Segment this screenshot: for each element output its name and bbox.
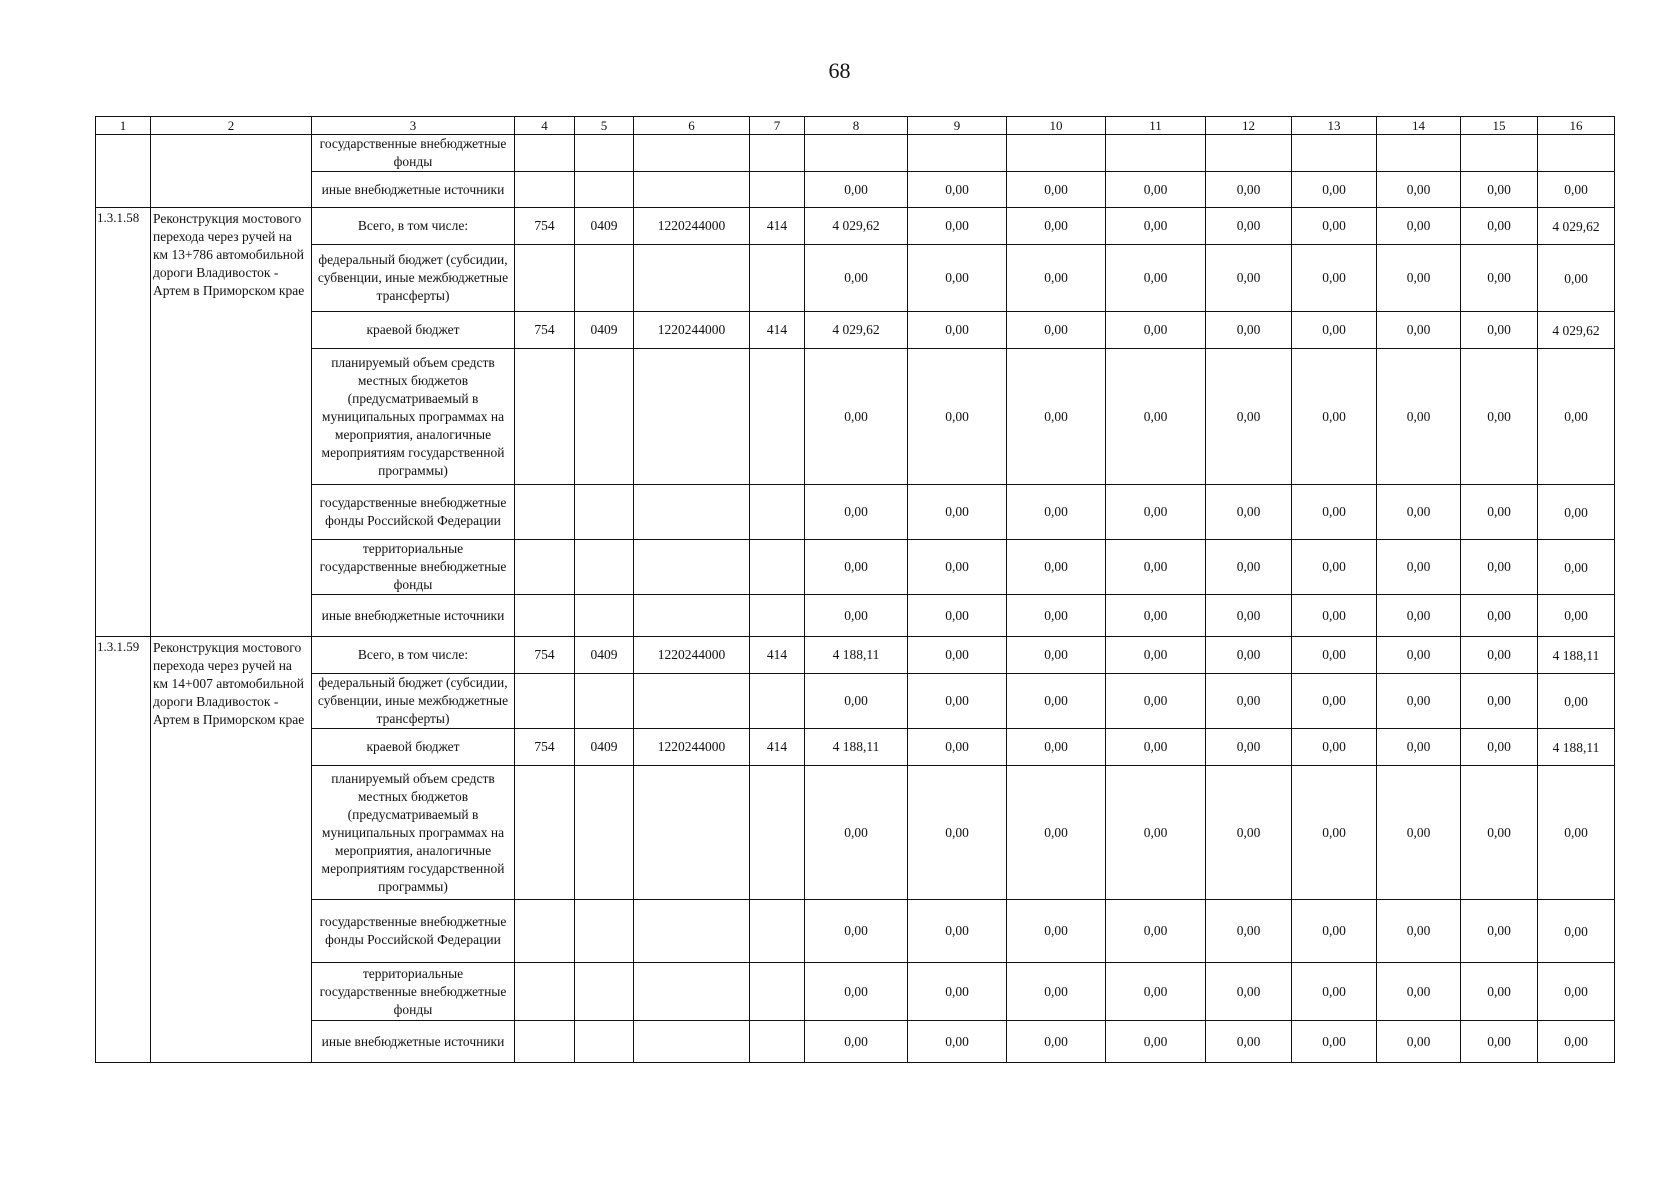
- funding-source-cell: федеральный бюджет (субсидии, субвенции, иные межбюджетные трансферты): [312, 674, 515, 729]
- item-code-cell: 1.3.1.58: [96, 208, 151, 637]
- table-row: [96, 729, 1615, 766]
- grbs-code-cell: 754: [515, 729, 575, 766]
- amount-cell: 0,00: [1206, 540, 1292, 595]
- amount-cell: 0,00: [908, 1021, 1007, 1063]
- amount-cell: 0,00: [1206, 729, 1292, 766]
- section-code-cell: [575, 135, 634, 172]
- budget-table: [95, 116, 1615, 1063]
- amount-cell: 0,00: [1461, 312, 1538, 349]
- amount-cell: 0,00: [1292, 172, 1377, 208]
- funding-source-cell: планируемый объем средств местных бюджетов (предусматриваемый в муниципальных программах на мероприятия, аналогичные мероприятиям государственной программы): [312, 349, 515, 485]
- amount-cell: 0,00: [805, 674, 908, 729]
- target-item-cell: [634, 963, 750, 1021]
- amount-cell: 0,00: [805, 349, 908, 485]
- section-code-cell: [575, 900, 634, 963]
- expense-type-cell: [750, 245, 805, 312]
- table-row: [96, 674, 1615, 729]
- amount-cell: 0,00: [1206, 485, 1292, 540]
- amount-cell: 0,00: [1206, 312, 1292, 349]
- amount-cell: [1106, 135, 1206, 172]
- amount-cell: 0,00: [1007, 540, 1106, 595]
- target-item-cell: 1220244000: [634, 637, 750, 674]
- page-number: 68: [828, 58, 851, 83]
- amount-cell: 0,00: [1106, 595, 1206, 637]
- funding-source-cell: иные внебюджетные источники: [312, 172, 515, 208]
- amount-cell: 0,00: [1106, 637, 1206, 674]
- amount-cell: [805, 135, 908, 172]
- column-number-header: 1: [96, 117, 151, 135]
- column-number-header: 4: [515, 117, 575, 135]
- amount-cell: 0,00: [1538, 900, 1615, 963]
- section-code-cell: 0409: [575, 312, 634, 349]
- amount-cell: 0,00: [1377, 312, 1461, 349]
- amount-cell: [1292, 135, 1377, 172]
- amount-cell: 0,00: [908, 349, 1007, 485]
- table-row: [96, 312, 1615, 349]
- column-number-header: 15: [1461, 117, 1538, 135]
- column-number-header: 9: [908, 117, 1007, 135]
- funding-source-cell: государственные внебюджетные фонды: [312, 135, 515, 172]
- amount-cell: 0,00: [908, 766, 1007, 900]
- amount-cell: 0,00: [1538, 349, 1615, 485]
- section-code-cell: [575, 245, 634, 312]
- target-item-cell: [634, 1021, 750, 1063]
- table-row: [96, 485, 1615, 540]
- amount-cell: 0,00: [1377, 900, 1461, 963]
- funding-source-cell: краевой бюджет: [312, 729, 515, 766]
- column-number-header: 8: [805, 117, 908, 135]
- grbs-code-cell: [515, 245, 575, 312]
- section-code-cell: [575, 674, 634, 729]
- amount-cell: 0,00: [1292, 766, 1377, 900]
- amount-cell: 0,00: [1292, 349, 1377, 485]
- amount-cell: 0,00: [1538, 674, 1615, 729]
- amount-cell: 0,00: [1538, 963, 1615, 1021]
- amount-cell: 0,00: [1292, 963, 1377, 1021]
- amount-cell: 0,00: [1292, 637, 1377, 674]
- amount-cell: 0,00: [805, 245, 908, 312]
- expense-type-cell: [750, 963, 805, 1021]
- amount-cell: 0,00: [1461, 674, 1538, 729]
- column-number-header: 13: [1292, 117, 1377, 135]
- grbs-code-cell: [515, 1021, 575, 1063]
- table-row: [96, 349, 1615, 485]
- amount-cell: 0,00: [805, 1021, 908, 1063]
- table-row: [96, 1021, 1615, 1063]
- funding-source-cell: планируемый объем средств местных бюджетов (предусматриваемый в муниципальных программах на мероприятия, аналогичные мероприятиям государственной программы): [312, 766, 515, 900]
- section-code-cell: [575, 766, 634, 900]
- amount-cell: 0,00: [1292, 729, 1377, 766]
- target-item-cell: [634, 349, 750, 485]
- amount-cell: 0,00: [1007, 729, 1106, 766]
- grbs-code-cell: [515, 900, 575, 963]
- section-code-cell: [575, 485, 634, 540]
- grbs-code-cell: 754: [515, 312, 575, 349]
- expense-type-cell: 414: [750, 637, 805, 674]
- amount-cell: 0,00: [1206, 674, 1292, 729]
- amount-cell: 0,00: [1292, 245, 1377, 312]
- amount-cell: 0,00: [1292, 1021, 1377, 1063]
- amount-cell: 0,00: [1538, 1021, 1615, 1063]
- expense-type-cell: 414: [750, 729, 805, 766]
- amount-cell: 0,00: [1461, 208, 1538, 245]
- amount-cell: 0,00: [1206, 900, 1292, 963]
- amount-cell: 0,00: [1377, 208, 1461, 245]
- amount-cell: 0,00: [805, 766, 908, 900]
- amount-cell: 0,00: [1206, 595, 1292, 637]
- amount-cell: 0,00: [1377, 349, 1461, 485]
- amount-cell: 0,00: [805, 485, 908, 540]
- funding-source-cell: территориальные государственные внебюджетные фонды: [312, 963, 515, 1021]
- amount-cell: [1007, 135, 1106, 172]
- funding-source-cell: иные внебюджетные источники: [312, 1021, 515, 1063]
- expense-type-cell: [750, 595, 805, 637]
- column-number-header: 2: [151, 117, 312, 135]
- amount-cell: 0,00: [1106, 540, 1206, 595]
- expense-type-cell: [750, 674, 805, 729]
- amount-cell: 0,00: [908, 900, 1007, 963]
- amount-cell: 0,00: [1461, 540, 1538, 595]
- table-row: [96, 172, 1615, 208]
- amount-cell: 0,00: [908, 312, 1007, 349]
- table-row: [96, 540, 1615, 595]
- amount-cell: 0,00: [1206, 1021, 1292, 1063]
- amount-cell: 4 188,11: [1538, 637, 1615, 674]
- table-header-row: [96, 117, 1615, 135]
- amount-cell: 0,00: [908, 208, 1007, 245]
- column-number-header: 7: [750, 117, 805, 135]
- expense-type-cell: [750, 766, 805, 900]
- amount-cell: 4 188,11: [805, 729, 908, 766]
- amount-cell: 0,00: [1007, 595, 1106, 637]
- target-item-cell: 1220244000: [634, 312, 750, 349]
- amount-cell: [1206, 135, 1292, 172]
- section-code-cell: 0409: [575, 208, 634, 245]
- amount-cell: 0,00: [908, 637, 1007, 674]
- amount-cell: 0,00: [1106, 208, 1206, 245]
- section-code-cell: [575, 172, 634, 208]
- amount-cell: 0,00: [1007, 674, 1106, 729]
- amount-cell: 0,00: [1007, 900, 1106, 963]
- amount-cell: 0,00: [805, 540, 908, 595]
- amount-cell: 0,00: [1538, 245, 1615, 312]
- amount-cell: 0,00: [1461, 349, 1538, 485]
- grbs-code-cell: [515, 674, 575, 729]
- amount-cell: 0,00: [1377, 172, 1461, 208]
- amount-cell: 0,00: [1461, 172, 1538, 208]
- amount-cell: 0,00: [805, 595, 908, 637]
- amount-cell: 0,00: [1007, 245, 1106, 312]
- expense-type-cell: [750, 135, 805, 172]
- amount-cell: 4 029,62: [1538, 208, 1615, 245]
- amount-cell: 0,00: [1377, 540, 1461, 595]
- amount-cell: 0,00: [1461, 485, 1538, 540]
- amount-cell: 0,00: [1007, 766, 1106, 900]
- expense-type-cell: [750, 900, 805, 963]
- amount-cell: 0,00: [1538, 172, 1615, 208]
- amount-cell: 0,00: [1377, 485, 1461, 540]
- column-number-header: 5: [575, 117, 634, 135]
- amount-cell: 0,00: [1292, 485, 1377, 540]
- expense-type-cell: [750, 485, 805, 540]
- section-code-cell: [575, 963, 634, 1021]
- target-item-cell: [634, 540, 750, 595]
- amount-cell: 4 029,62: [805, 208, 908, 245]
- amount-cell: 0,00: [1206, 172, 1292, 208]
- column-number-header: 10: [1007, 117, 1106, 135]
- amount-cell: 0,00: [1007, 172, 1106, 208]
- amount-cell: 0,00: [1007, 312, 1106, 349]
- expense-type-cell: [750, 540, 805, 595]
- amount-cell: 0,00: [805, 963, 908, 1021]
- amount-cell: 0,00: [1377, 637, 1461, 674]
- expense-type-cell: [750, 1021, 805, 1063]
- amount-cell: 0,00: [1461, 595, 1538, 637]
- amount-cell: 0,00: [1292, 312, 1377, 349]
- amount-cell: 0,00: [1206, 349, 1292, 485]
- target-item-cell: [634, 900, 750, 963]
- amount-cell: 0,00: [1538, 595, 1615, 637]
- amount-cell: 0,00: [1206, 245, 1292, 312]
- amount-cell: 0,00: [1461, 729, 1538, 766]
- amount-cell: 4 188,11: [1538, 729, 1615, 766]
- target-item-cell: [634, 766, 750, 900]
- amount-cell: 0,00: [1007, 208, 1106, 245]
- table-row: [96, 766, 1615, 900]
- table-row: [96, 595, 1615, 637]
- section-code-cell: [575, 1021, 634, 1063]
- table-row: [96, 135, 1615, 172]
- amount-cell: 0,00: [805, 900, 908, 963]
- amount-cell: 0,00: [1007, 485, 1106, 540]
- amount-cell: 0,00: [908, 485, 1007, 540]
- target-item-cell: [634, 135, 750, 172]
- amount-cell: 4 029,62: [805, 312, 908, 349]
- column-number-header: 14: [1377, 117, 1461, 135]
- grbs-code-cell: [515, 172, 575, 208]
- item-code-cell: 1.3.1.59: [96, 637, 151, 1063]
- expense-type-cell: [750, 172, 805, 208]
- grbs-code-cell: [515, 766, 575, 900]
- target-item-cell: [634, 245, 750, 312]
- table-row: [96, 637, 1615, 674]
- column-number-header: 12: [1206, 117, 1292, 135]
- amount-cell: 0,00: [1377, 245, 1461, 312]
- amount-cell: 0,00: [1106, 729, 1206, 766]
- amount-cell: 0,00: [1538, 485, 1615, 540]
- amount-cell: 0,00: [1206, 963, 1292, 1021]
- item-name-cell: Реконструкция мостового перехода через ручей на км 13+786 автомобильной дороги Владивосток - Артем в Приморском крае: [151, 208, 312, 637]
- target-item-cell: [634, 674, 750, 729]
- amount-cell: 0,00: [1292, 674, 1377, 729]
- expense-type-cell: [750, 349, 805, 485]
- amount-cell: 0,00: [1106, 245, 1206, 312]
- amount-cell: 0,00: [908, 729, 1007, 766]
- grbs-code-cell: [515, 349, 575, 485]
- expense-type-cell: 414: [750, 208, 805, 245]
- amount-cell: [1377, 135, 1461, 172]
- amount-cell: 0,00: [1106, 766, 1206, 900]
- amount-cell: 0,00: [1461, 963, 1538, 1021]
- section-code-cell: 0409: [575, 637, 634, 674]
- amount-cell: 0,00: [1007, 637, 1106, 674]
- amount-cell: 0,00: [805, 172, 908, 208]
- amount-cell: 0,00: [1206, 766, 1292, 900]
- amount-cell: 0,00: [1377, 729, 1461, 766]
- amount-cell: 0,00: [908, 595, 1007, 637]
- funding-source-cell: государственные внебюджетные фонды Российской Федерации: [312, 485, 515, 540]
- column-number-header: 16: [1538, 117, 1615, 135]
- section-code-cell: [575, 349, 634, 485]
- amount-cell: 0,00: [1292, 208, 1377, 245]
- funding-source-cell: иные внебюджетные источники: [312, 595, 515, 637]
- column-number-header: 11: [1106, 117, 1206, 135]
- amount-cell: 0,00: [1106, 963, 1206, 1021]
- amount-cell: 0,00: [1292, 900, 1377, 963]
- target-item-cell: [634, 172, 750, 208]
- amount-cell: [1461, 135, 1538, 172]
- amount-cell: 0,00: [1007, 963, 1106, 1021]
- amount-cell: 0,00: [1377, 766, 1461, 900]
- amount-cell: 4 188,11: [805, 637, 908, 674]
- amount-cell: 0,00: [1377, 595, 1461, 637]
- amount-cell: 0,00: [1292, 595, 1377, 637]
- amount-cell: 0,00: [1461, 900, 1538, 963]
- amount-cell: 0,00: [1461, 1021, 1538, 1063]
- amount-cell: [1538, 135, 1615, 172]
- grbs-code-cell: [515, 595, 575, 637]
- funding-source-cell: Всего, в том числе:: [312, 637, 515, 674]
- funding-source-cell: территориальные государственные внебюджетные фонды: [312, 540, 515, 595]
- item-name-cell: [151, 135, 312, 208]
- funding-source-cell: федеральный бюджет (субсидии, субвенции, иные межбюджетные трансферты): [312, 245, 515, 312]
- amount-cell: 0,00: [1106, 900, 1206, 963]
- item-name-cell: Реконструкция мостового перехода через ручей на км 14+007 автомобильной дороги Владивосток - Артем в Приморском крае: [151, 637, 312, 1063]
- amount-cell: 0,00: [1206, 637, 1292, 674]
- amount-cell: 0,00: [1377, 674, 1461, 729]
- table-row: [96, 900, 1615, 963]
- amount-cell: 0,00: [1106, 485, 1206, 540]
- column-number-header: 6: [634, 117, 750, 135]
- amount-cell: 0,00: [1007, 1021, 1106, 1063]
- amount-cell: 0,00: [1461, 637, 1538, 674]
- amount-cell: 0,00: [1106, 172, 1206, 208]
- section-code-cell: 0409: [575, 729, 634, 766]
- amount-cell: 0,00: [1106, 1021, 1206, 1063]
- funding-source-cell: Всего, в том числе:: [312, 208, 515, 245]
- item-code-cell: [96, 135, 151, 208]
- grbs-code-cell: 754: [515, 208, 575, 245]
- amount-cell: 0,00: [908, 172, 1007, 208]
- target-item-cell: [634, 595, 750, 637]
- amount-cell: 0,00: [1461, 245, 1538, 312]
- table-row: [96, 245, 1615, 312]
- column-number-header: 3: [312, 117, 515, 135]
- amount-cell: 0,00: [908, 963, 1007, 1021]
- amount-cell: 0,00: [1377, 1021, 1461, 1063]
- amount-cell: 0,00: [1377, 963, 1461, 1021]
- amount-cell: 0,00: [908, 245, 1007, 312]
- amount-cell: 0,00: [1538, 766, 1615, 900]
- funding-source-cell: краевой бюджет: [312, 312, 515, 349]
- amount-cell: 0,00: [908, 540, 1007, 595]
- funding-source-cell: государственные внебюджетные фонды Российской Федерации: [312, 900, 515, 963]
- amount-cell: 0,00: [1106, 674, 1206, 729]
- amount-cell: 0,00: [1007, 349, 1106, 485]
- grbs-code-cell: [515, 485, 575, 540]
- target-item-cell: [634, 485, 750, 540]
- amount-cell: 0,00: [908, 674, 1007, 729]
- table-row: [96, 963, 1615, 1021]
- grbs-code-cell: [515, 963, 575, 1021]
- target-item-cell: 1220244000: [634, 729, 750, 766]
- amount-cell: 0,00: [1461, 766, 1538, 900]
- amount-cell: 0,00: [1538, 540, 1615, 595]
- amount-cell: 0,00: [1206, 208, 1292, 245]
- amount-cell: 0,00: [1292, 540, 1377, 595]
- amount-cell: [908, 135, 1007, 172]
- grbs-code-cell: 754: [515, 637, 575, 674]
- amount-cell: 4 029,62: [1538, 312, 1615, 349]
- amount-cell: 0,00: [1106, 349, 1206, 485]
- section-code-cell: [575, 595, 634, 637]
- amount-cell: 0,00: [1106, 312, 1206, 349]
- grbs-code-cell: [515, 540, 575, 595]
- target-item-cell: 1220244000: [634, 208, 750, 245]
- section-code-cell: [575, 540, 634, 595]
- expense-type-cell: 414: [750, 312, 805, 349]
- table-row: [96, 208, 1615, 245]
- grbs-code-cell: [515, 135, 575, 172]
